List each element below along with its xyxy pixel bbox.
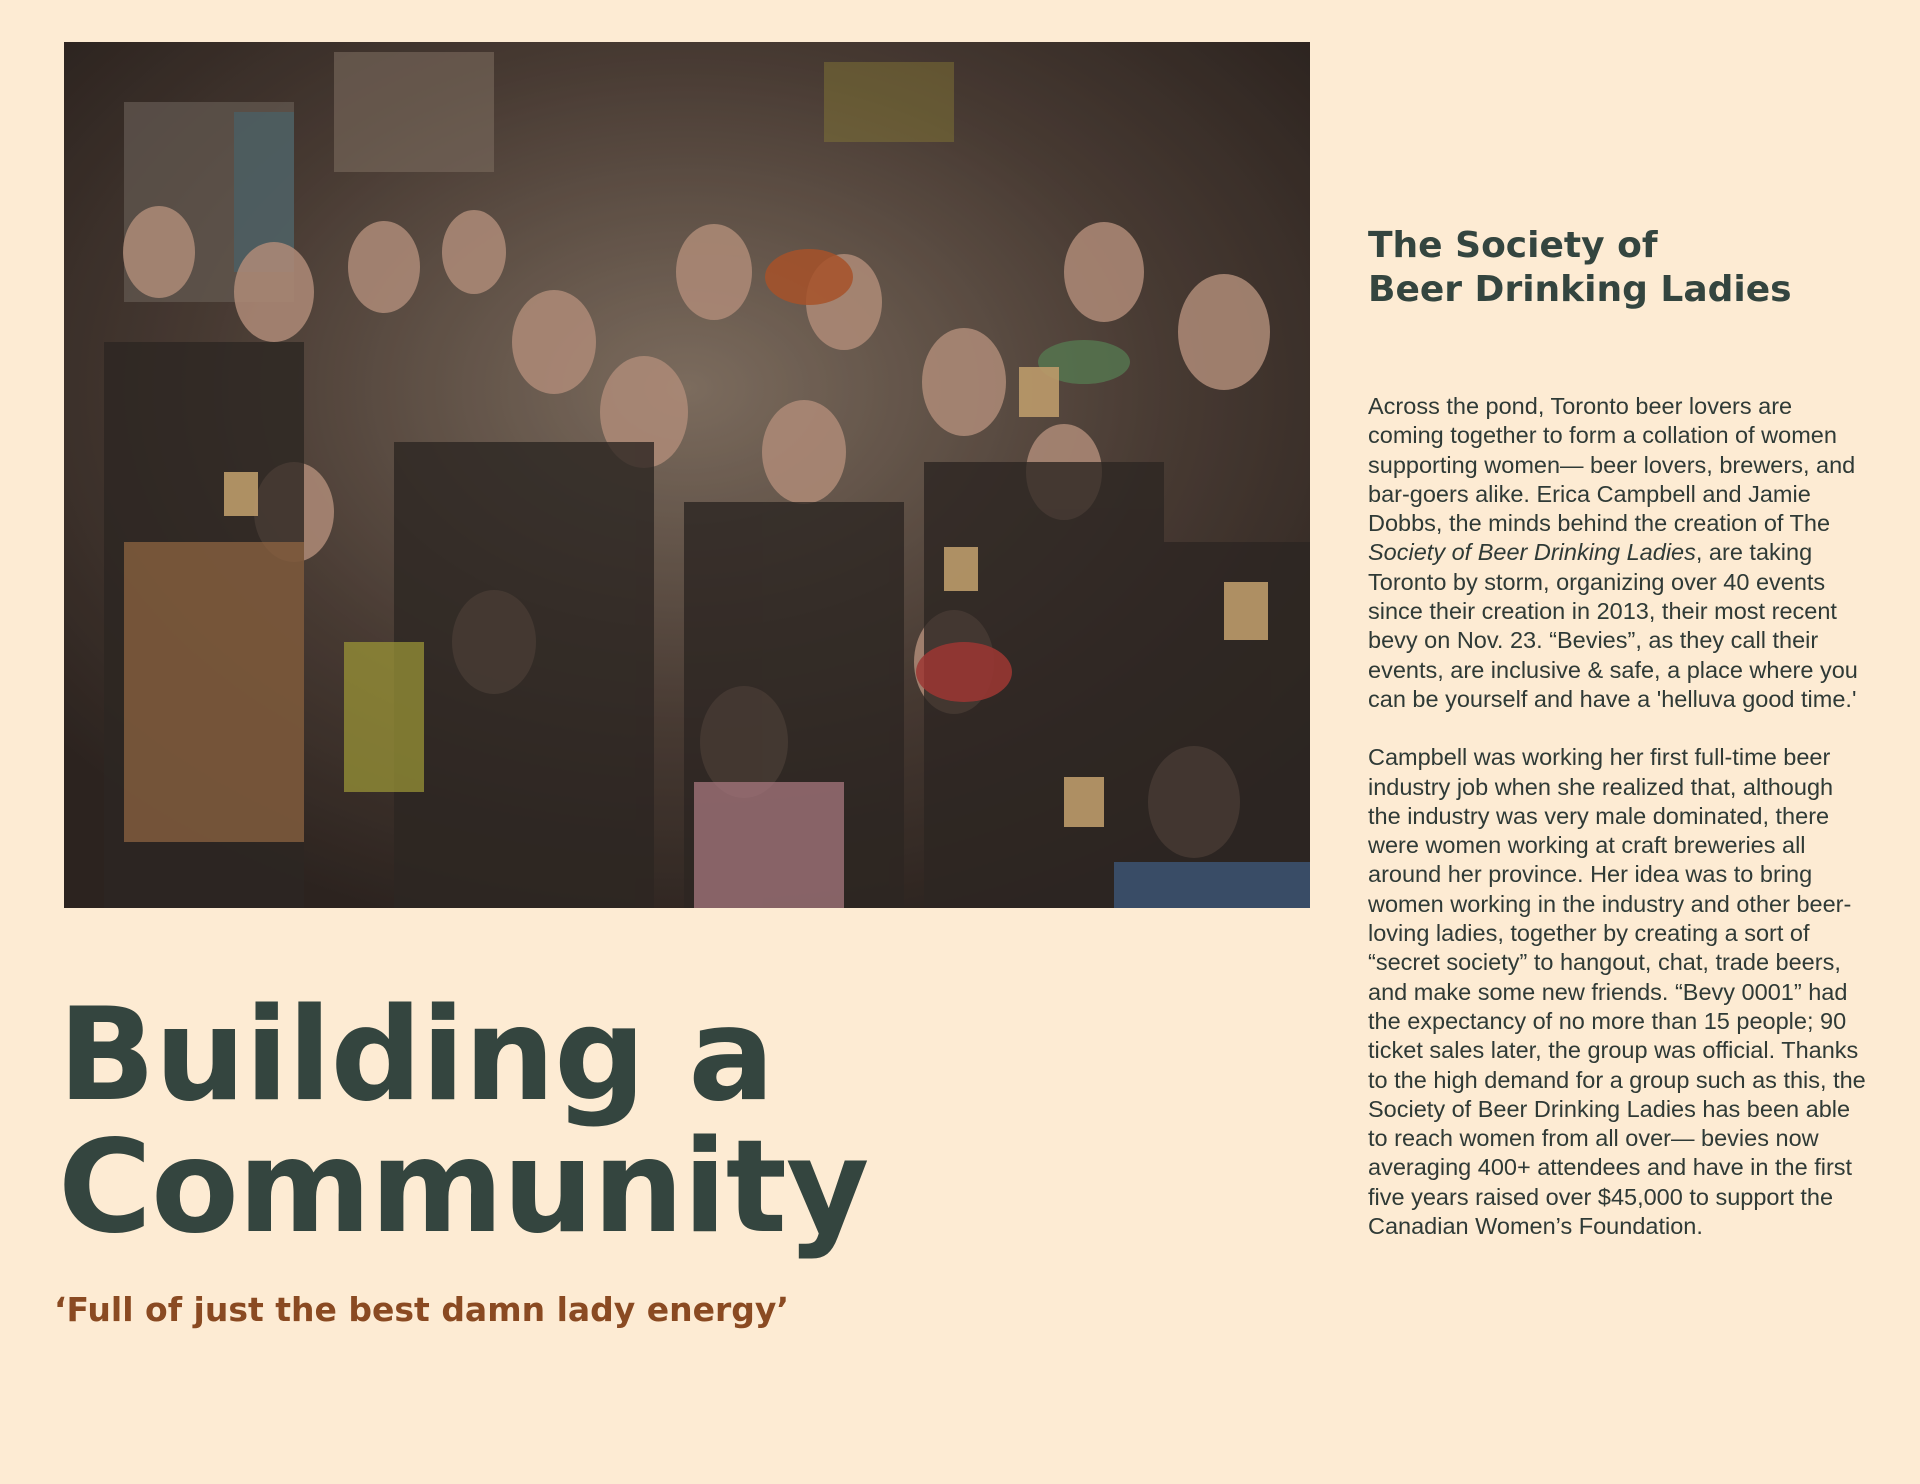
pull-quote: ‘Full of just the best damn lady energy’ xyxy=(54,1290,789,1329)
group-photo xyxy=(64,42,1310,908)
side-title-line-1: The Society of xyxy=(1368,225,1658,266)
paragraph-1-italic: Society of Beer Drinking Ladies xyxy=(1368,539,1696,566)
headline xyxy=(58,981,869,1262)
group-photo-image xyxy=(64,42,1310,908)
paragraph-1-part-a: Across the pond, Toronto beer lovers are coming together to form a collation of women supporting women— beer lovers, brewers, and bar-goers alike. Erica Campbell and Jamie Dobbs, the minds behind the creation of The xyxy=(1368,393,1856,537)
side-title-line-2: Beer Drinking Ladies xyxy=(1368,269,1792,310)
paragraph-2: Campbell was working her first full-time beer industry job when she realized that, although the industry was very male dominated, there were women working at craft breweries all around her province. Her idea was to bring women working in the industry and other beer-loving ladies, together by creating a sort of “secret society” to hangout, chat, trade beers, and make some new friends. “Bevy 0001” had the expectancy of no more than 15 people; 90 ticket sales later, the group was official. Thanks to the high demand for a group such as this, the Society of Beer Drinking Ladies has been able to reach women from all over— bevies now averaging 400+ attendees and have in the first five years raised over $45,000 to support the Canadian Women’s Foundation. xyxy=(1368,744,1866,1240)
paragraph-1 xyxy=(1368,392,1868,714)
headline-line-2: Community xyxy=(58,1113,869,1262)
side-title xyxy=(1368,224,1792,312)
paragraph-1-part-b: , are taking Toronto by storm, organizing over 40 events since their creation in 2013, their most recent bevy on Nov. 23. “Bevies”, as they call their events, are inclusive & safe, a place where you can be yourself and have a 'helluva good time.' xyxy=(1368,539,1858,712)
article-body xyxy=(1368,392,1868,1270)
headline-line-1: Building a xyxy=(58,981,774,1130)
